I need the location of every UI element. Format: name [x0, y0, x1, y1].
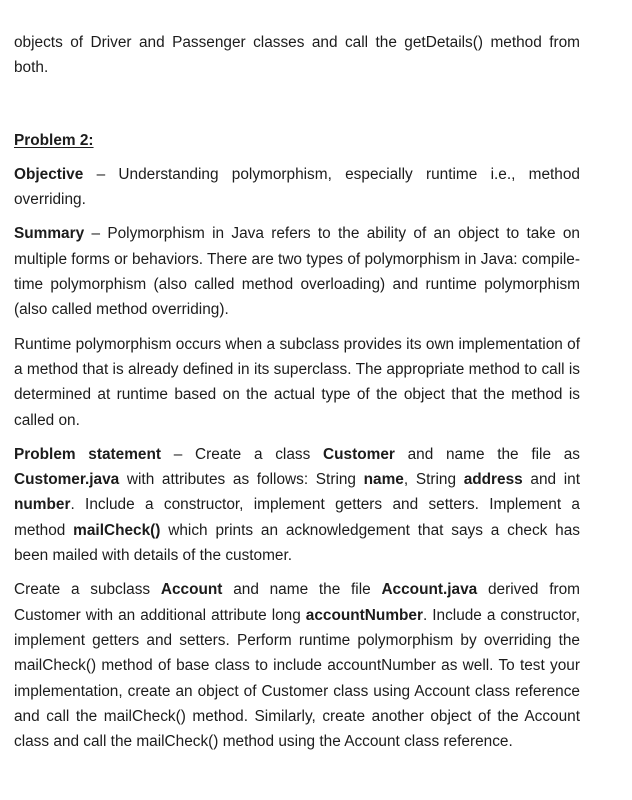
runtime-paragraph: Runtime polymorphism occurs when a subclass provides its own implementation of a method that is already defined in its superclass. The appropriate method to call is determined at runtime based on the actual type of the object that the method is called on.: [14, 335, 580, 429]
objective-paragraph: Objective – Understanding polymorphism, especially runtime i.e., method overriding.: [14, 165, 580, 209]
document-page: [14, 30, 580, 754]
objective-label: Objective: [14, 165, 84, 183]
problem-statement-label: Problem statement: [14, 445, 162, 463]
summary-paragraph: Summary – Polymorphism in Java refers to the ability of an object to take on multiple forms or behaviors. There are two types of polymorphism in Java: compile-time polymorphism (also called method overloading) and runtime polymorphism (also called method overriding).: [14, 225, 580, 319]
subclass-paragraph: Create a subclass Account and name the file Account.java derived from Customer with an additional attribute long accountNumber. Include a constructor, implement getters and setters. Perform runtime polymorphism by overriding the mailCheck() method of base class to include accountNumber as well. To test your implementation, create an object of Customer class using Account class reference and call the mailCheck() method. Similarly, create another object of the Account class and call the mailCheck() method using the Account class reference.: [14, 581, 580, 751]
intro-paragraph: objects of Driver and Passenger classes and call the getDetails() method from both.: [14, 34, 580, 77]
problem-statement-paragraph: Problem statement – Create a class Customer and name the file as Customer.java with attributes as follows: String name, String address and int number. Include a constructor, implement getters and setters. Implement a method mailCheck() which prints an acknowledgement that says a check has been mailed with details of the customer.: [14, 445, 580, 565]
summary-label: Summary: [14, 225, 85, 243]
problem-heading-text: Problem 2:: [14, 131, 94, 149]
problem-heading: [14, 128, 580, 153]
